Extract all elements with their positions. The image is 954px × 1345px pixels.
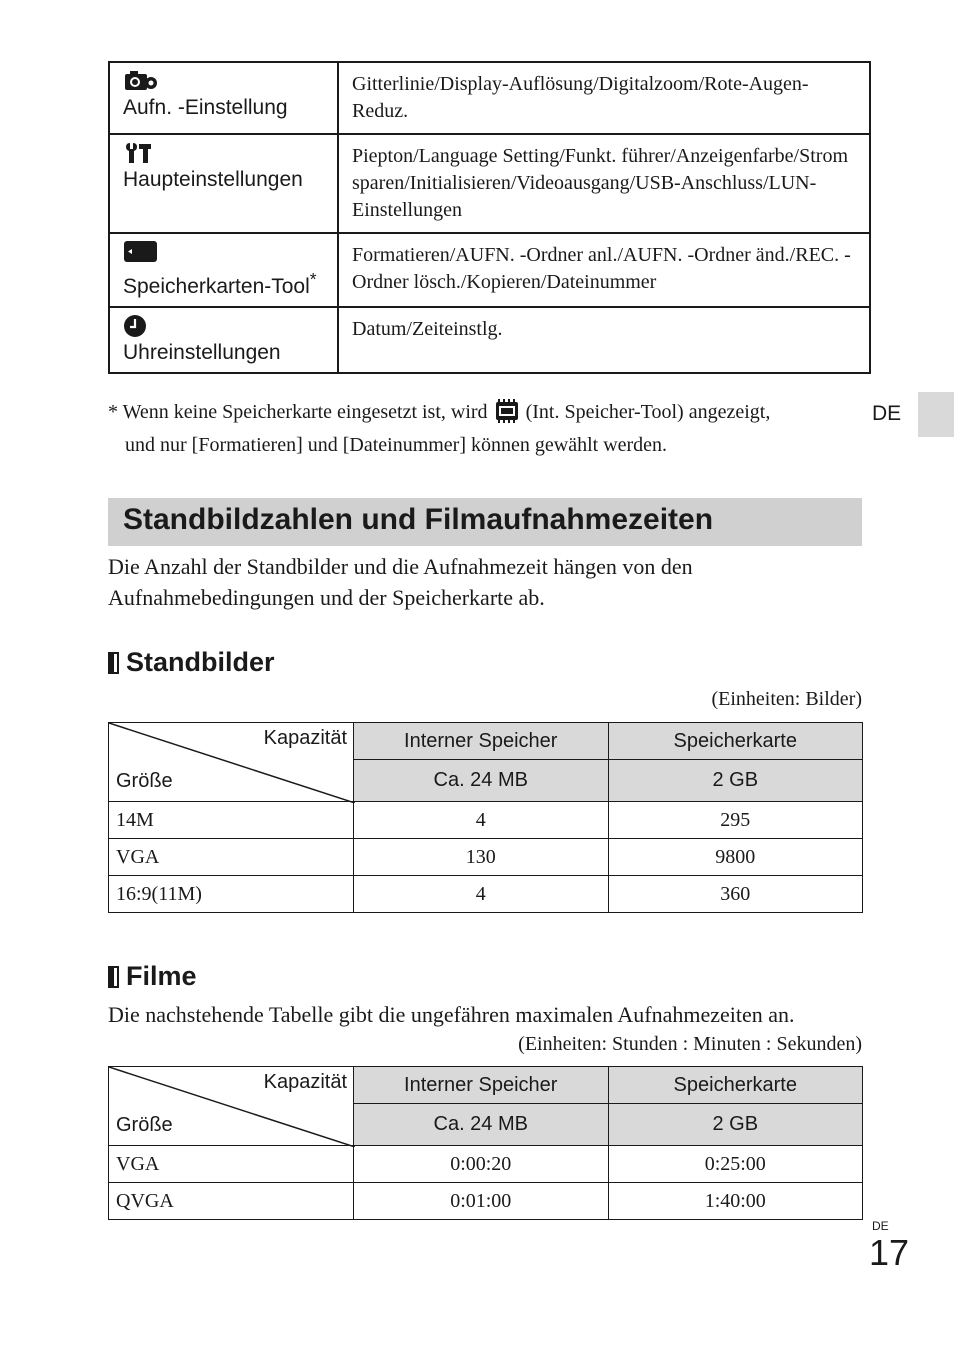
subheading xyxy=(108,961,197,992)
setting-category-label: Haupteinstellungen xyxy=(123,168,303,191)
size-cell: 14M xyxy=(109,802,354,839)
page-lang-marker: DE xyxy=(872,1219,889,1233)
clock-icon xyxy=(123,314,337,340)
setting-category-cell xyxy=(109,233,338,307)
subheading-label: Standbilder xyxy=(126,647,275,677)
column-header: Interner Speicher xyxy=(354,723,609,760)
heading-marker-icon xyxy=(108,966,119,988)
internal-value: 4 xyxy=(354,802,609,839)
language-tab xyxy=(918,392,954,437)
setting-items: Gitterlinie/Display-Auflösung/Digitalzoom/Rote-Augen-Reduz. xyxy=(338,62,870,134)
table-header-row xyxy=(109,1067,863,1104)
diagonal-header-cell xyxy=(109,723,354,802)
column-header: Speicherkarte xyxy=(608,1067,863,1104)
table-row xyxy=(109,134,870,233)
column-subheader: Ca. 24 MB xyxy=(354,760,609,802)
card-value: 295 xyxy=(608,802,863,839)
internal-value: 130 xyxy=(354,839,609,876)
settings-menu-table xyxy=(108,61,871,374)
size-cell: 16:9(11M) xyxy=(109,876,354,913)
table-row xyxy=(109,1183,863,1220)
movies-table xyxy=(108,1066,863,1220)
camera-settings-icon xyxy=(123,69,337,95)
card-value: 9800 xyxy=(608,839,863,876)
row-header-label: Größe xyxy=(116,770,173,792)
table-row xyxy=(109,62,870,134)
setting-items: Datum/Zeiteinstlg. xyxy=(338,307,870,373)
section-header xyxy=(108,498,862,546)
still-images-table xyxy=(108,722,863,913)
filme-intro: Die nachstehende Tabelle gibt die ungefähren maximalen Aufnahmezeiten an. xyxy=(108,1002,795,1027)
column-subheader: 2 GB xyxy=(608,1104,863,1146)
units-note: (Einheiten: Stunden : Minuten : Sekunden) xyxy=(518,1033,862,1055)
column-header-label: Kapazität xyxy=(263,1071,347,1093)
card-value: 360 xyxy=(608,876,863,913)
footnote-text: und nur [Formatieren] und [Dateinummer] können gewählt werden. xyxy=(125,434,668,456)
diagonal-header-cell xyxy=(109,1067,354,1146)
page-number: 17 xyxy=(869,1232,910,1273)
column-subheader: 2 GB xyxy=(608,760,863,802)
table-header-row xyxy=(109,723,863,760)
internal-memory-icon xyxy=(493,399,521,431)
subheading-label: Filme xyxy=(126,961,197,991)
section-title: Standbildzahlen und Filmaufnahmezeiten xyxy=(123,503,714,536)
column-subheader: Ca. 24 MB xyxy=(354,1104,609,1146)
language-label: DE xyxy=(872,402,902,425)
column-header: Interner Speicher xyxy=(354,1067,609,1104)
footnote-marker: * xyxy=(309,269,317,289)
tools-icon xyxy=(123,141,337,167)
footnote-text: * Wenn keine Speicherkarte eingesetzt ist, wird xyxy=(108,401,488,423)
section-intro: Die Anzahl der Standbilder und die Aufnahmezeit hängen von den Aufnahmebedingungen und der Speicherkarte ab. xyxy=(108,554,693,610)
column-header: Speicherkarte xyxy=(608,723,863,760)
units-note: (Einheiten: Bilder) xyxy=(711,688,862,710)
heading-marker-icon xyxy=(108,652,119,674)
internal-value: 0:01:00 xyxy=(354,1183,609,1220)
setting-category-cell xyxy=(109,307,338,373)
table-row xyxy=(109,233,870,307)
card-value: 1:40:00 xyxy=(608,1183,863,1220)
internal-value: 0:00:20 xyxy=(354,1146,609,1183)
setting-items: Formatieren/AUFN. -Ordner anl./AUFN. -Ordner änd./REC. -Ordner lösch./Kopieren/Dateinummer xyxy=(338,233,870,307)
table-row xyxy=(109,839,863,876)
setting-category-cell xyxy=(109,62,338,134)
setting-category-label: Uhreinstellungen xyxy=(123,341,281,364)
setting-category-label: Aufn. -Einstellung xyxy=(123,96,288,119)
internal-value: 4 xyxy=(354,876,609,913)
memory-card-icon xyxy=(123,240,337,266)
row-header-label: Größe xyxy=(116,1114,173,1136)
subheading xyxy=(108,647,275,678)
footnote-text: (Int. Speicher-Tool) angezeigt, xyxy=(525,401,771,423)
size-cell: VGA xyxy=(109,839,354,876)
setting-items: Piepton/Language Setting/Funkt. führer/Anzeigenfarbe/Strom sparen/Initialisieren/Videoausgang/USB-Anschluss/LUN-Einstellungen xyxy=(338,134,870,233)
setting-category-cell xyxy=(109,134,338,233)
size-cell: QVGA xyxy=(109,1183,354,1220)
table-row xyxy=(109,1146,863,1183)
column-header-label: Kapazität xyxy=(263,727,347,749)
table-row xyxy=(109,876,863,913)
setting-category-label: Speicherkarten-Tool xyxy=(123,275,310,298)
size-cell: VGA xyxy=(109,1146,354,1183)
table-row xyxy=(109,802,863,839)
footnote xyxy=(108,398,868,459)
card-value: 0:25:00 xyxy=(608,1146,863,1183)
table-row xyxy=(109,307,870,373)
